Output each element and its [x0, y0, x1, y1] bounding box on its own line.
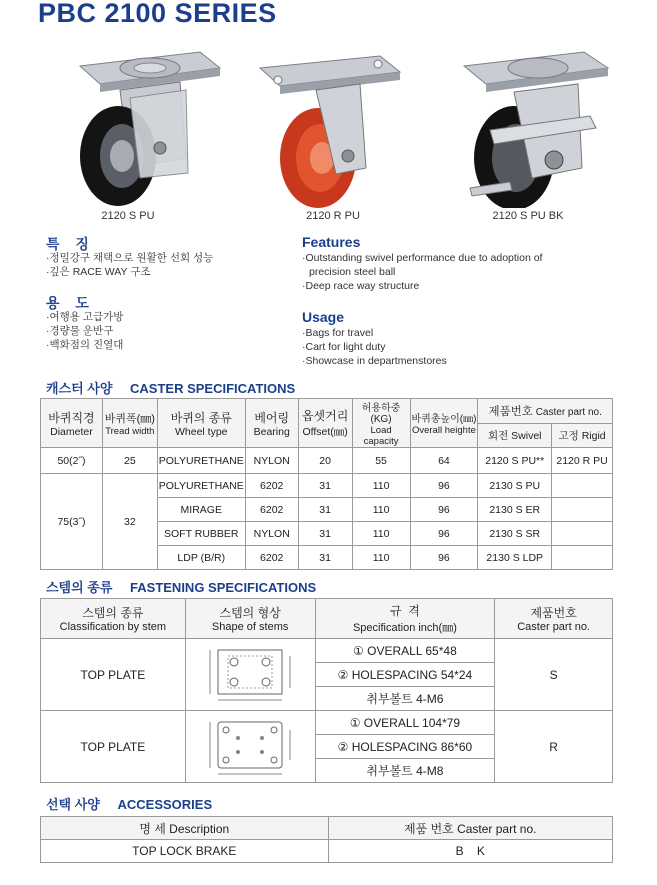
features-ko-heading: 특 징	[46, 236, 95, 252]
header-specification: 규 격 Specification inch(㎜)	[315, 599, 495, 639]
header-offset: 옵셋거리 Offset(㎜)	[298, 399, 352, 448]
header-height: 바퀴총높이(㎜) Overall heighte	[410, 399, 478, 448]
table-row: ② HOLESPACING 86*60	[41, 735, 613, 759]
accessories-heading-en: ACCESSORIES	[117, 797, 213, 812]
table-row: 50(2˝) 25 POLYURETHANE NYLON 20 55 64 2120 S PU** 2120 R PU	[41, 448, 613, 474]
fastening-specs-heading-en: FASTENING SPECIFICATIONS	[130, 580, 317, 595]
list-item: precision steel ball	[309, 266, 396, 278]
header-part-no: 제품번호 Caster part no.	[495, 599, 613, 639]
header-accessory-part: 제품 번호 Caster part no.	[328, 817, 612, 840]
accessories-table	[40, 816, 613, 863]
list-item: ·여행용 고급가방	[46, 311, 124, 323]
header-diameter: 바퀴직경 Diameter	[41, 399, 103, 448]
product-caption-3: 2120 S PU BK	[492, 210, 564, 222]
features-en-heading: Features	[302, 234, 361, 250]
product-caption-2: 2120 R PU	[306, 210, 360, 222]
list-item: ·깊은 RACE WAY 구조	[46, 266, 151, 278]
table-row: 취부볼트 4-M6	[41, 687, 613, 711]
top-plate-shape-large	[185, 711, 315, 783]
header-classification: 스템의 종류 Classification by stem	[41, 599, 186, 639]
header-tread: 바퀴폭(㎜) Tread width	[102, 399, 157, 448]
list-item: ·Cart for light duty	[302, 341, 386, 353]
accessories-heading	[46, 794, 212, 813]
top-plate-diagram-icon	[204, 716, 296, 778]
header-load: 허용하중(KG) Load capacity	[352, 399, 410, 448]
table-row: ② HOLESPACING 54*24	[41, 663, 613, 687]
list-item: ·Deep race way structure	[302, 280, 420, 292]
list-item: ·Bags for travel	[302, 327, 374, 339]
table-row: LDP (B/R) 6202 31 110 96 2130 S LDP	[41, 546, 613, 570]
header-description: 명 세 Description	[41, 817, 329, 840]
header-swivel: 회전 Swivel	[478, 423, 552, 448]
table-row: MIRAGE 6202 31 110 96 2130 S ER	[41, 498, 613, 522]
header-part: 제품번호 Caster part no.	[478, 399, 613, 424]
caster-specs-heading-ko: 캐스터 사양	[46, 381, 113, 396]
product-image-rigid	[250, 38, 420, 208]
fastening-specs-table	[40, 598, 613, 783]
features-ko-list	[46, 251, 213, 279]
usage-en-list	[302, 326, 447, 368]
usage-ko-list	[46, 310, 123, 352]
header-shape: 스템의 형상 Shape of stems	[185, 599, 315, 639]
page-title: PBC 2100 SERIES	[38, 0, 277, 28]
table-row: TOP LOCK BRAKE B K	[41, 840, 613, 863]
header-bearing: 베어링 Bearing	[245, 399, 298, 448]
list-item: ·정밀강구 채택으로 원활한 선회 성능	[46, 252, 214, 264]
caster-specs-heading	[46, 378, 295, 397]
table-row: SOFT RUBBER NYLON 31 110 96 2130 S SR	[41, 522, 613, 546]
top-plate-shape-small	[185, 639, 315, 711]
product-caption-1: 2120 S PU	[101, 210, 155, 222]
usage-ko-heading: 용 도	[46, 295, 95, 311]
header-wheel: 바퀴의 종류 Wheel type	[157, 399, 245, 448]
product-image-brake	[450, 38, 620, 208]
header-rigid: 고정 Rigid	[552, 423, 613, 448]
top-plate-diagram-icon	[204, 644, 296, 706]
list-item: ·Outstanding swivel performance due to adoption of	[302, 252, 543, 264]
caster-specs-heading-en: CASTER SPECIFICATIONS	[130, 381, 296, 396]
usage-en-heading: Usage	[302, 309, 345, 325]
list-item: ·경량물 운반구	[46, 325, 114, 337]
table-row: 취부볼트 4-M8	[41, 759, 613, 783]
fastening-specs-heading	[46, 577, 316, 596]
table-row: 75(3˝) 32 POLYURETHANE 6202 31 110 96 2130 S PU	[41, 474, 613, 498]
accessories-heading-ko: 선택 사양	[46, 797, 100, 812]
features-en-list	[302, 251, 542, 293]
list-item: ·백화점의 진열대	[46, 339, 124, 351]
table-row: TOP PLATE ① OVERALL 104*79 R	[41, 711, 613, 735]
fastening-specs-heading-ko: 스템의 종류	[46, 580, 113, 595]
table-row: TOP PLATE ① OVERALL 65*48 S	[41, 639, 613, 663]
list-item: ·Showcase in departmenstores	[302, 355, 447, 367]
product-image-swivel	[60, 38, 230, 208]
caster-specs-table	[40, 398, 613, 570]
